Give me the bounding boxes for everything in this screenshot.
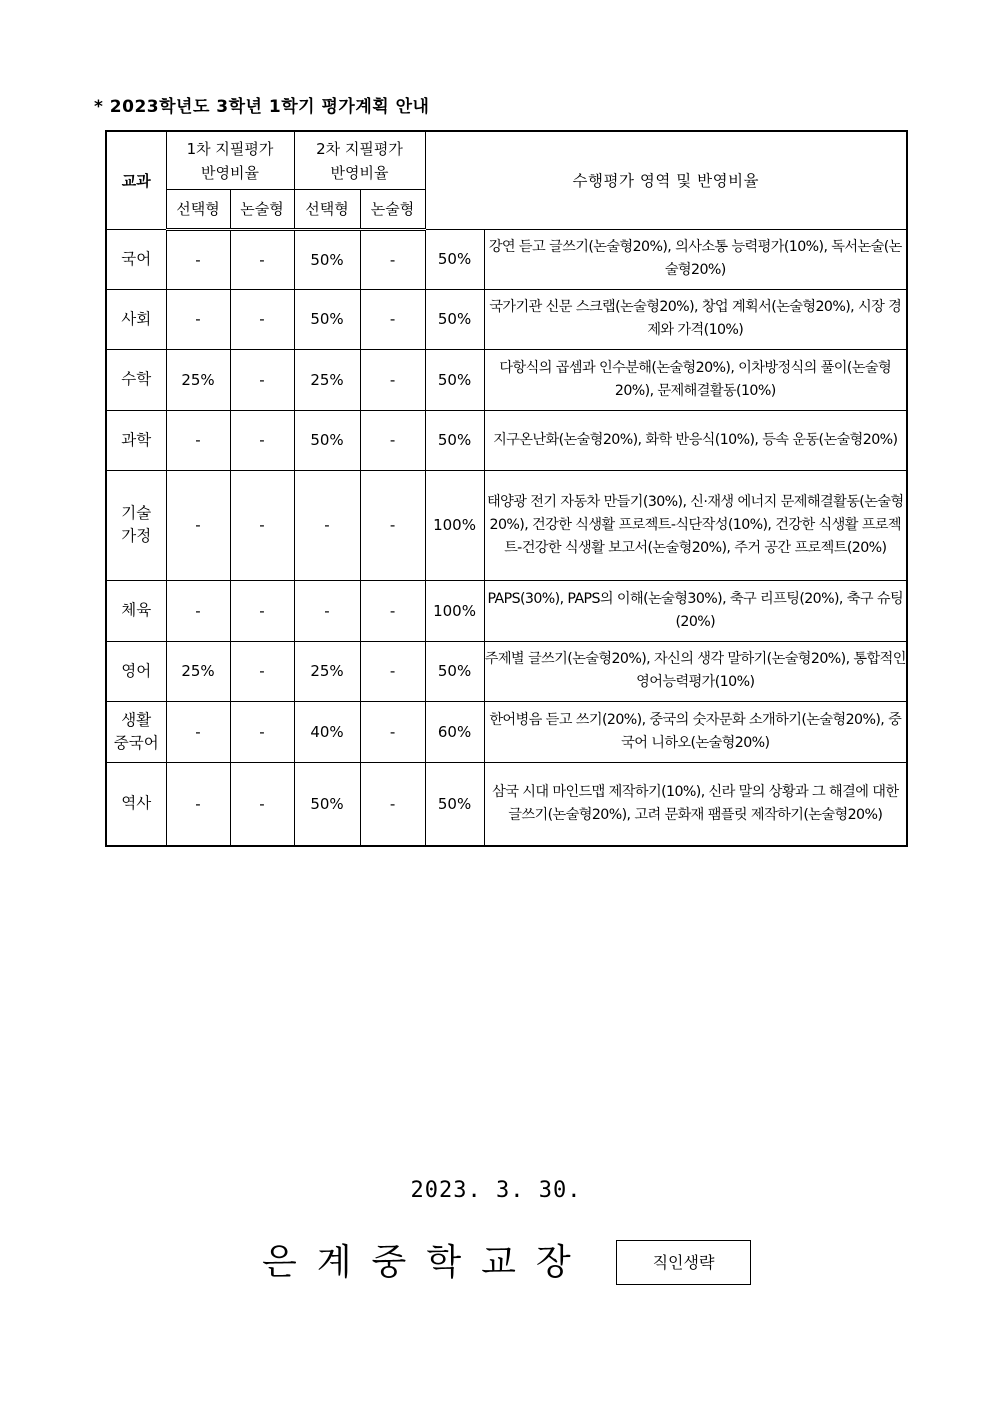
- exam2-selective-cell: 25%: [294, 349, 360, 410]
- exam2-essay-cell: -: [360, 289, 425, 349]
- performance-ratio-cell: 60%: [425, 701, 484, 762]
- subject-cell: 기술 가정: [106, 470, 166, 580]
- performance-column-header: 수행평가 영역 및 반영비율: [425, 131, 907, 229]
- performance-ratio-cell: 100%: [425, 580, 484, 641]
- table-row: [106, 229, 907, 289]
- subject-cell: 국어: [106, 229, 166, 289]
- performance-description-cell: PAPS(30%), PAPS의 이해(논술형30%), 축구 리프팅(20%), 축구 슈팅(20%): [484, 580, 907, 641]
- exam2-essay-cell: -: [360, 701, 425, 762]
- document-title: * 2023학년도 3학년 1학기 평가계획 안내: [94, 97, 430, 117]
- performance-ratio-cell: 50%: [425, 229, 484, 289]
- performance-ratio-cell: 50%: [425, 641, 484, 701]
- performance-description-cell: 지구온난화(논술형20%), 화학 반응식(10%), 등속 운동(논술형20%): [484, 410, 907, 470]
- exam2-header-line2: 반영비율: [330, 164, 389, 183]
- subject-cell: 영어: [106, 641, 166, 701]
- exam2-essay-cell: -: [360, 349, 425, 410]
- subject-cell: 수학: [106, 349, 166, 410]
- principal-signature-line: 은계중학교장: [262, 1242, 591, 1283]
- exam2-header: [294, 131, 425, 189]
- performance-description-cell: 주제별 글쓰기(논술형20%), 자신의 생각 말하기(논술형20%), 통합적인 영어능력평가(10%): [484, 641, 907, 701]
- performance-description-cell: 태양광 전기 자동차 만들기(30%), 신·재생 에너지 문제해결활동(논술형20%), 건강한 식생활 프로젝트-식단작성(10%), 건강한 식생활 프로젝트-건강한 식생활 보고서(논술형20%), 주거 공간 프로젝트(20%): [484, 470, 907, 580]
- subject-column-header: 교과: [106, 131, 166, 229]
- exam2-selective-header: 선택형: [294, 189, 360, 229]
- exam1-essay-cell: -: [230, 701, 294, 762]
- subject-cell: 생활 중국어: [106, 701, 166, 762]
- exam1-header: [166, 131, 294, 189]
- exam1-selective-cell: 25%: [166, 349, 230, 410]
- exam1-selective-cell: -: [166, 701, 230, 762]
- exam2-essay-cell: -: [360, 410, 425, 470]
- exam1-header-line2: 반영비율: [201, 164, 259, 183]
- exam2-selective-cell: 40%: [294, 701, 360, 762]
- exam1-selective-cell: -: [166, 289, 230, 349]
- performance-description-cell: 삼국 시대 마인드맵 제작하기(10%), 신라 말의 상황과 그 해결에 대한 글쓰기(논술형20%), 고려 문화재 팸플릿 제작하기(논술형20%): [484, 762, 907, 846]
- document-date: 2023. 3. 30.: [410, 1178, 582, 1203]
- seal-omitted-box: 직인생략: [616, 1240, 751, 1285]
- exam2-selective-cell: 50%: [294, 229, 360, 289]
- exam2-selective-cell: 50%: [294, 289, 360, 349]
- exam1-essay-cell: -: [230, 641, 294, 701]
- table-row: [106, 762, 907, 846]
- exam1-essay-cell: -: [230, 580, 294, 641]
- table-header: [106, 131, 907, 229]
- exam2-selective-cell: 50%: [294, 762, 360, 846]
- table-row: [106, 641, 907, 701]
- exam1-header-line1: 1차 지필평가: [186, 140, 274, 159]
- exam1-essay-cell: -: [230, 229, 294, 289]
- exam1-essay-cell: -: [230, 410, 294, 470]
- table-row: [106, 349, 907, 410]
- performance-ratio-cell: 50%: [425, 410, 484, 470]
- subject-cell: 체육: [106, 580, 166, 641]
- table-row: [106, 580, 907, 641]
- subject-cell: 과학: [106, 410, 166, 470]
- table-row: [106, 289, 907, 349]
- exam2-essay-cell: -: [360, 641, 425, 701]
- exam1-selective-cell: -: [166, 580, 230, 641]
- table-row: [106, 410, 907, 470]
- performance-description-cell: 국가기관 신문 스크랩(논술형20%), 창업 계획서(논술형20%), 시장 경제와 가격(10%): [484, 289, 907, 349]
- exam2-essay-header: 논술형: [360, 189, 425, 229]
- exam1-essay-cell: -: [230, 349, 294, 410]
- exam1-selective-header: 선택형: [166, 189, 230, 229]
- exam1-essay-cell: -: [230, 289, 294, 349]
- exam2-essay-cell: -: [360, 229, 425, 289]
- performance-description-cell: 강연 듣고 글쓰기(논술형20%), 의사소통 능력평가(10%), 독서논술(논술형20%): [484, 229, 907, 289]
- exam1-selective-cell: -: [166, 470, 230, 580]
- table-row: [106, 470, 907, 580]
- exam2-essay-cell: -: [360, 762, 425, 846]
- subject-cell: 역사: [106, 762, 166, 846]
- performance-ratio-cell: 50%: [425, 289, 484, 349]
- table-row: [106, 701, 907, 762]
- exam1-essay-header: 논술형: [230, 189, 294, 229]
- exam2-selective-cell: 25%: [294, 641, 360, 701]
- exam1-selective-cell: 25%: [166, 641, 230, 701]
- exam2-selective-cell: -: [294, 580, 360, 641]
- exam2-selective-cell: 50%: [294, 410, 360, 470]
- exam1-essay-cell: -: [230, 762, 294, 846]
- subject-cell: 사회: [106, 289, 166, 349]
- exam2-header-line1: 2차 지필평가: [316, 140, 403, 159]
- performance-ratio-cell: 100%: [425, 470, 484, 580]
- performance-description-cell: 한어병음 듣고 쓰기(20%), 중국의 숫자문화 소개하기(논술형20%), 중국어 니하오(논술형20%): [484, 701, 907, 762]
- evaluation-plan-table: [105, 130, 908, 847]
- exam2-essay-cell: -: [360, 580, 425, 641]
- exam1-selective-cell: -: [166, 762, 230, 846]
- exam1-selective-cell: -: [166, 229, 230, 289]
- performance-description-cell: 다항식의 곱셈과 인수분해(논술형20%), 이차방정식의 풀이(논술형20%), 문제해결활동(10%): [484, 349, 907, 410]
- exam2-selective-cell: -: [294, 470, 360, 580]
- performance-ratio-cell: 50%: [425, 762, 484, 846]
- performance-ratio-cell: 50%: [425, 349, 484, 410]
- exam1-selective-cell: -: [166, 410, 230, 470]
- exam2-essay-cell: -: [360, 470, 425, 580]
- exam1-essay-cell: -: [230, 470, 294, 580]
